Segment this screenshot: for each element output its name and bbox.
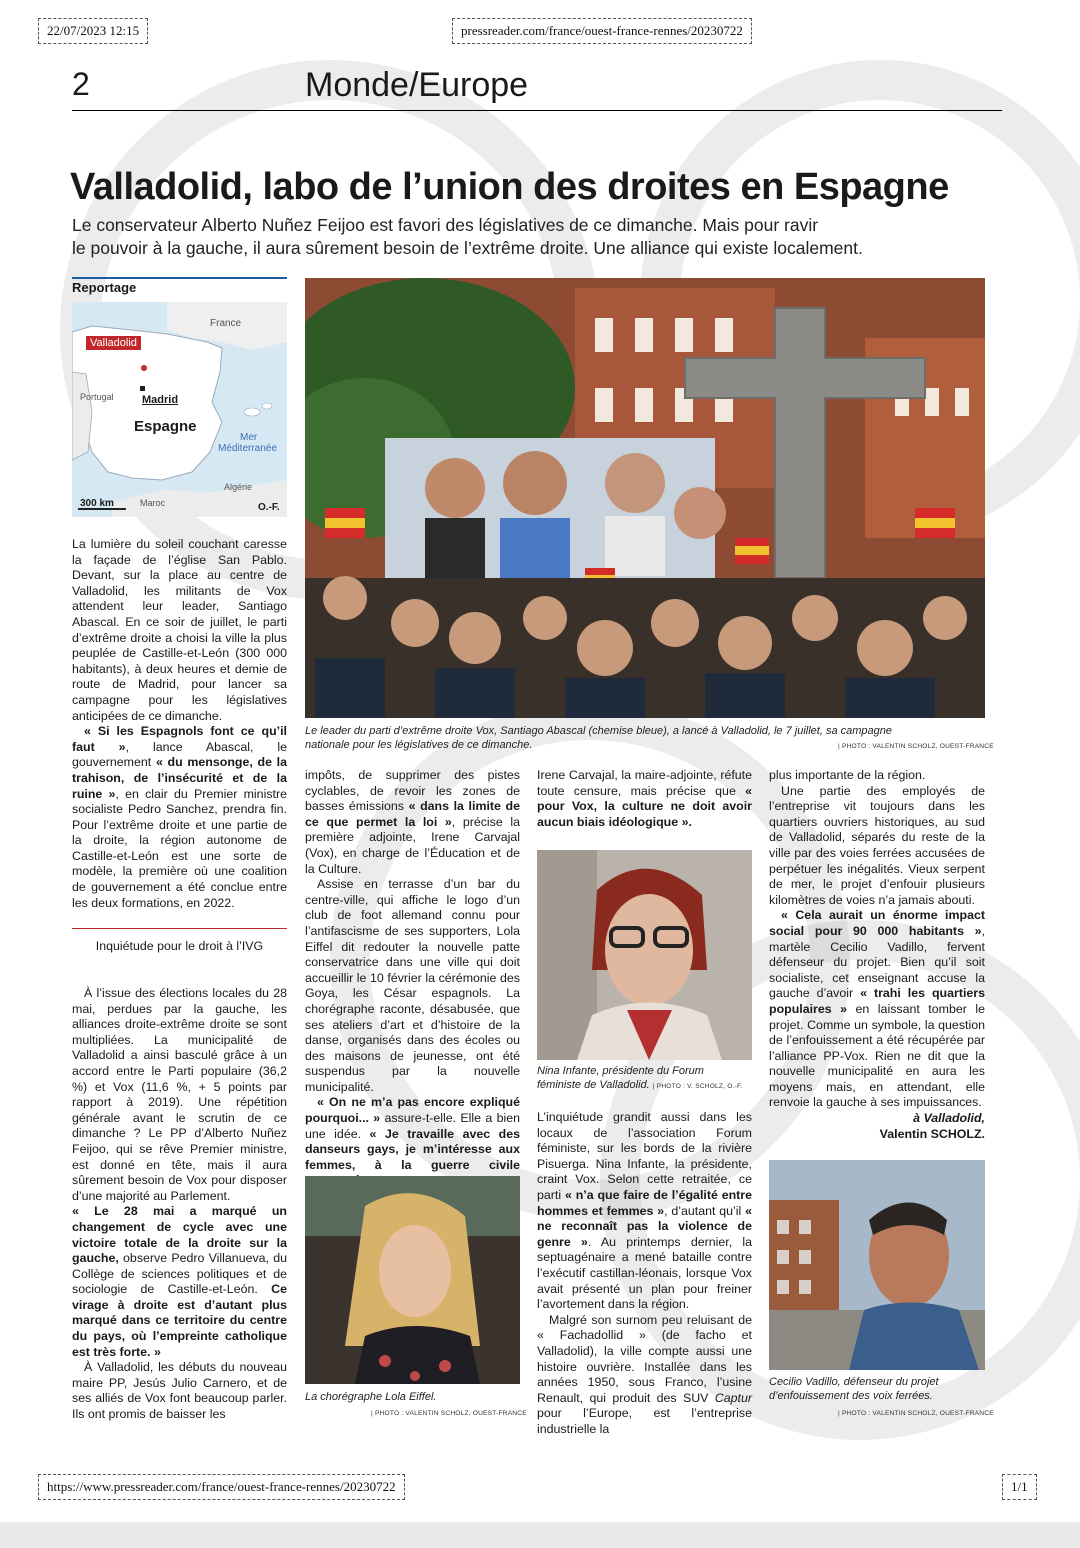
col1-quote-2: « du mensonge, de la trahison, de l’insécurité et de la ruine »	[72, 755, 287, 801]
col3-text-6: pour l’Europe, est l’entreprise industrielle la	[537, 1406, 752, 1436]
nina-photo-caption	[537, 1064, 752, 1094]
nina-photo-credit: | PHOTO : V. SCHOLZ, O.-F.	[652, 1083, 743, 1090]
col4-paragraph-2: Une partie des employés de l’entreprise vit toujours dans les quartiers ouvriers historiques, au sud de Valladolid, séparés du reste de la ville par des voies ferrées accusées de perpétuer les inégalités. Vieux serpent de mer, le projet d’enfouir plusieurs kilomètres de voies n’a jamais abouti.	[769, 783, 985, 907]
col1-text-2: , en clair du Premier ministre socialiste Pedro Sanchez, prendra fin. Pour l’extrême droite et une partie de la droite, la région autonome de Castille-et-León est une sorte de modèle, la première où une coalition de gouvernement a été conclue entre les deux formations, en 2022.	[72, 786, 287, 910]
col1-text-3: observe Pedro Villanueva, du Collège de sciences politiques et de sociologie de Castille-et-León.	[72, 1251, 287, 1297]
col1-paragraph-1: La lumière du soleil couchant caresse la façade de l’église San Pablo. Devant, sur la place au centre de Valladolid, les militants de Vox attendent leur leader, Santiago Abascal. En ce soir de juillet, le parti d’extrême droite a choisi la ville la plus peuplée de Castille-et-León (300 000 habitants), à deux heures et demie de route de Madrid, pour lancer sa campagne pour les législatives anticipées de ce dimanche.	[72, 537, 287, 723]
rubric-title: Monde/Europe	[305, 66, 529, 104]
print-footer-pagination: 1/1	[1002, 1474, 1037, 1500]
map-label-madrid: Madrid	[142, 394, 179, 406]
map-label-algerie: Algérie	[224, 482, 253, 492]
main-photo-rally	[305, 278, 985, 718]
col1-paragraph-5: À Valladolid, les débuts du nouveau maire PP, Jesús Julio Carnero, et de ses alliés de Vox font beaucoup parler. Ils ont promis de baisser les	[72, 1360, 287, 1422]
col4-paragraph-3	[769, 908, 985, 1111]
map-credit: O.-F.	[258, 502, 280, 513]
col3-text-5: Malgré son surnom peu reluisant de « Fachadollid » (de facho et Valladolid), la ville compte aussi une histoire ouvrière. Installée dans les années 1950, sous Franco, l’usine Renault, qui produit des SUV	[537, 1312, 752, 1405]
cecilio-caption-line-2: d’enfouissement des voix ferrées.	[769, 1390, 933, 1402]
col1-quote-1: « Si les Espagnols font ce qu’il faut »	[72, 724, 287, 754]
col4-text-2: en laissant tomber le projet. Comme un symbole, la question de l’enfouissement a été récupérée par l’alliance PP-Vox. Rien ne dit que la nouvelle municipalité en aura les moyens mais, en attendant, elle renvoie la gauche à ses impuissances.	[769, 1001, 985, 1110]
cecilio-photo-credit: | PHOTO : VALENTIN SCHOLZ, OUEST-FRANCE	[838, 1410, 994, 1417]
map-scale: 300 km	[80, 498, 114, 509]
map-label-espagne: Espagne	[134, 418, 197, 435]
section-label-rule	[72, 277, 287, 279]
spain-map-svg	[72, 302, 287, 517]
print-url[interactable]: pressreader.com/france/ouest-france-rennes/20230722	[452, 18, 752, 44]
print-footer-url[interactable]: https://www.pressreader.com/france/ouest-france-rennes/20230722	[38, 1474, 405, 1500]
photo-nina-infante	[537, 850, 752, 1060]
spain-map	[72, 302, 287, 517]
nina-infante-svg	[537, 850, 752, 1060]
map-label-portugal: Portugal	[80, 392, 114, 402]
article-column-2	[305, 768, 520, 1189]
lola-eiffel-svg	[305, 1176, 520, 1384]
col3-quote-1: « pour Vox, la culture ne doit avoir aucun biais idéologique ».	[537, 783, 752, 829]
col3-text-4: . Au printemps dernier, la septuagénaire a mené bataille contre l’exécutif castillan-léonais, lorsque Vox avait présenté un plan pour freiner l’avortement dans la région.	[537, 1234, 753, 1312]
article-standfirst	[72, 214, 912, 260]
standfirst-line-2: le pouvoir à la gauche, il aura sûrement besoin de l’extrême droite. Une alliance qui existe localement.	[72, 238, 863, 258]
main-photo-caption-line-2: nationale pour les législatives de ce dimanche.	[305, 739, 533, 751]
main-photo-credit: | PHOTO : VALENTIN SCHOLZ, OUEST-FRANCE	[838, 743, 994, 750]
col2-quote-3: « Je travaille avec des danseurs gays, je m’intéresse aux femmes, à la guerre civile	[305, 1126, 520, 1172]
col1-paragraph-3: À l’issue des élections locales du 28 mai, perdues par la gauche, les alliances droite-extrême droite se sont multipliées. La municipalité de Valladolid a ainsi basculé grâce à un accord entre le Parti populaire (36,2 %) et Vox (11,6 %, + 5 points par rapport à 2019). Une répétition générale avant le scrutin de ce dimanche ? Le PP d’Alberto Nuñez Feijoo, qui se rêve Premier ministre, est donné en tête, mais il aura sûrement besoin de Vox pour disposer d’une majorité au Parlement.	[72, 986, 287, 1203]
col2-text-3: assure-t-elle. Elle a bien une idée.	[305, 1111, 520, 1141]
subhead-ivg: Inquiétude pour le droit à l’IVG	[72, 928, 287, 986]
madrid-marker	[140, 386, 145, 391]
map-label-maroc: Maroc	[140, 498, 166, 508]
lola-photo-caption: La chorégraphe Lola Eiffel.	[305, 1391, 437, 1403]
lola-photo-credit: | PHOTO : VALENTIN SCHOLZ, OUEST-FRANCE	[371, 1410, 527, 1417]
col4-quote-2: « trahi les quartiers populaires »	[769, 986, 985, 1016]
col2-quote-2: « On ne m’a pas encore expliqué pourquoi... »	[305, 1095, 520, 1126]
col3-text-3: , d’autant qu’il	[664, 1203, 746, 1218]
section-label: Reportage	[72, 280, 137, 295]
col1-paragraph-2	[72, 724, 287, 911]
col1-paragraph-4	[72, 1204, 287, 1360]
article-column-1b	[72, 986, 287, 1423]
cecilio-caption-line-1: Cecilio Vadillo, défenseur du projet	[769, 1376, 939, 1388]
photo-cecilio-vadillo	[769, 1160, 985, 1370]
col2-paragraph-1	[305, 768, 520, 877]
col2-text-1: impôts, de supprimer des pistes cyclables, de revoir les zones de basses émissions	[305, 768, 520, 814]
cecilio-photo-caption	[769, 1375, 985, 1403]
header-rule	[72, 110, 1002, 111]
nina-caption-line-2: féministe de Valladolid.	[537, 1079, 650, 1091]
nina-caption-line-1: Nina Infante, présidente du Forum	[537, 1065, 704, 1077]
col3-paragraph-2	[537, 1110, 752, 1313]
col2-paragraph-3	[305, 1095, 520, 1189]
nina-caption-line-2-wrap	[537, 1078, 752, 1094]
col3-text-2: L’inquiétude grandit aussi dans les locaux de l’association Forum féministe, sur les bords de la rivière Pisuerga. Nina Infante, la présidente, craint Vox. Selon cette retraitée, ce parti	[537, 1110, 752, 1202]
map-label-france: France	[210, 318, 242, 329]
byline-name: Valentin SCHOLZ.	[879, 1126, 985, 1141]
col4-quote-1: « Cela aurait un énorme impact social pour 90 000 habitants »	[769, 908, 985, 938]
col4-text-1: , martèle Cecilio Vadillo, fervent défenseur du projet. Bien qu’il soit socialiste, cet enseignant accuse la gauche d’avoir	[769, 923, 985, 1001]
map-label-mediterranee: Méditerranée	[218, 443, 277, 454]
col1-quote-3: « Le 28 mai a marqué un changement de cycle avec une victoire totale de la droite sur la gauche,	[72, 1204, 287, 1266]
col2-text-2: , précise la première adjointe, Irene Carvajal (Vox), en charge de l’Éducation et de la Culture.	[305, 814, 520, 876]
col1-quote-4: Ce virage à droite est d’autant plus marqué dans ce territoire du centre du pays, où l’empreinte catholique est très forte. »	[72, 1282, 287, 1359]
article-column-3	[537, 768, 752, 830]
map-label-mer: Mer	[240, 432, 258, 443]
cecilio-vadillo-svg	[769, 1160, 985, 1370]
photo-lola-eiffel	[305, 1176, 520, 1384]
col3-quote-3: « ne reconnaît pas la violence de genre »	[537, 1203, 752, 1249]
col3-italic: Captur	[714, 1390, 752, 1405]
col3-text-1: Irene Carvajal, la maire-adjointe, réfute toute censure, mais précise que	[537, 768, 752, 798]
page-number: 2	[72, 66, 90, 102]
article-headline: Valladolid, labo de l’union des droites en Espagne	[70, 166, 949, 208]
col2-quote-1: « dans la limite de ce que permet la loi »	[305, 799, 520, 829]
col3-paragraph-1	[537, 768, 752, 830]
col3-paragraph-3	[537, 1313, 752, 1438]
map-city-tag: Valladolid	[86, 336, 141, 350]
print-datetime: 22/07/2023 12:15	[38, 18, 148, 44]
article-column-3b	[537, 1110, 752, 1437]
adjacent-page-edge	[1000, 115, 1010, 1415]
col1-text-1: , lance Abascal, le gouvernement	[72, 739, 288, 770]
article-column-1	[72, 537, 287, 911]
rally-scene-svg	[305, 278, 985, 718]
col3-quote-2: « n’a que faire de l’égalité entre hommes et femmes »	[537, 1187, 753, 1218]
col4-paragraph-1: plus importante de la région.	[769, 768, 926, 782]
main-photo-caption-line-1: Le leader du parti d’extrême droite Vox, Santiago Abascal (chemise bleue), a lancé à Valladolid, le 7 juillet, sa campagne	[305, 725, 893, 737]
byline-place: à Valladolid,	[913, 1111, 985, 1126]
article-column-4	[769, 768, 985, 1142]
col2-paragraph-2: Assise en terrasse d’un bar du centre-ville, qui affiche le logo d’un club de foot allemand connu pour l’antifascisme de ses supporters, Lola Eiffel dit redouter la nouvelle patte conservatrice dans une ville qui doit accueillir le 10 février la cérémonie des Goya, les César espagnols. La chorégraphe raconte, désabusée, que ses ateliers d’art et d’histoire de la danse, organisés dans des écoles ou des maisons de jeunesse, ont été suspendus par la nouvelle municipalité.	[305, 877, 520, 1094]
standfirst-line-1: Le conservateur Alberto Nuñez Feijoo est favori des législatives de ce dimanche. Mais pour ravir	[72, 215, 819, 235]
valladolid-dot	[141, 365, 147, 371]
